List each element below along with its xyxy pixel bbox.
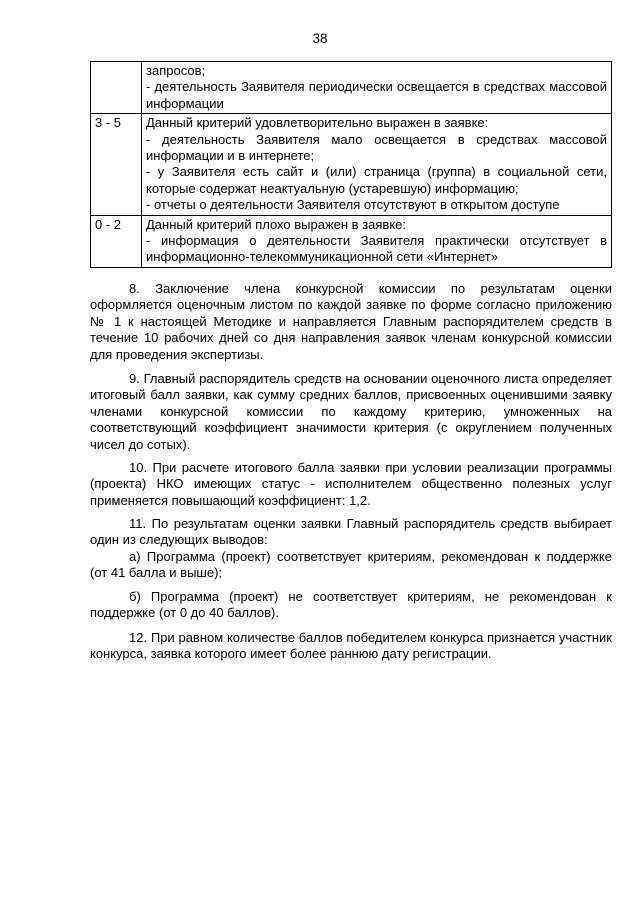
option-a bbox=[90, 549, 612, 582]
description-line: запросов; bbox=[146, 63, 206, 78]
description-line: - информация о деятельности Заявителя практически отсутствует в информационно-телекоммуникационной сети «Интернет» bbox=[146, 233, 607, 265]
criteria-table bbox=[90, 61, 612, 268]
option-b bbox=[90, 589, 612, 622]
description-line: - отчеты о деятельности Заявителя отсутствуют в открытом доступе bbox=[146, 197, 560, 213]
description-cell bbox=[142, 62, 612, 114]
paragraph-text: 11. По результатам оценки заявки Главный распорядитель средств выбирает один из следующих выводов: bbox=[90, 516, 612, 548]
paragraph-12 bbox=[90, 630, 612, 663]
paragraph-10 bbox=[90, 460, 612, 509]
table-row bbox=[91, 114, 612, 215]
description-line: Данный критерий плохо выражен в заявке: bbox=[146, 216, 406, 232]
description-line: - у Заявителя есть сайт и (или) страница (группа) в социальной сети, которые содержат неактуальную (устаревшую) информацию; bbox=[146, 164, 607, 196]
page-number: 38 bbox=[312, 31, 328, 46]
description-cell bbox=[142, 114, 612, 215]
description-line: - деятельность Заявителя мало освещается в средствах массовой информации и в интернете; bbox=[146, 131, 607, 164]
description-line: - деятельность Заявителя периодически освещается в средствах массовой информации bbox=[146, 79, 607, 111]
description-cell bbox=[142, 215, 612, 267]
score-cell: 3 - 5 bbox=[91, 114, 142, 215]
paragraph-text: 12. При равном количестве баллов победителем конкурса признается участник конкурса, заявка которого имеет более раннюю дату регистрации. bbox=[90, 630, 612, 662]
description-line: Данный критерий удовлетворительно выражен в заявке: bbox=[146, 115, 489, 131]
paragraph-text: 10. При расчете итогового балла заявки при условии реализации программы (проекта) НКО имеющих статус - исполнителем общественно полезных услуг применяется повышающий коэффициент: 1,2. bbox=[90, 460, 612, 508]
paragraph-text: а) Программа (проект) соответствует критериям, рекомендован к поддержке (от 41 балла и выше); bbox=[90, 549, 612, 581]
table-row bbox=[91, 62, 612, 114]
paragraph-9 bbox=[90, 371, 612, 453]
score-cell bbox=[91, 62, 142, 114]
paragraph-text: б) Программа (проект) не соответствует критериям, не рекомендован к поддержке (от 0 до 40 баллов). bbox=[90, 589, 612, 621]
paragraph-text: 9. Главный распорядитель средств на основании оценочного листа определяет итоговый балл заявки, как сумму средних баллов, присвоенных оценившими заявку членами конкурсной комиссии по каждому критерию, умноженных на соответствующий коэффициент значимости критерия (с округлением полученных чисел до сотых). bbox=[90, 371, 612, 452]
table-row bbox=[91, 215, 612, 267]
paragraph-8 bbox=[90, 281, 612, 363]
paragraph-text: 8. Заключение члена конкурсной комиссии по результатам оценки оформляется оценочным листом по каждой заявке по форме согласно приложению № 1 к настоящей Методике и направляется Главным распорядителем средств в течение 10 рабочих дней со дня направления заявок членам конкурсной комиссии для проведения экспертизы. bbox=[90, 281, 612, 362]
paragraph-11 bbox=[90, 516, 612, 549]
score-cell: 0 - 2 bbox=[91, 215, 142, 267]
